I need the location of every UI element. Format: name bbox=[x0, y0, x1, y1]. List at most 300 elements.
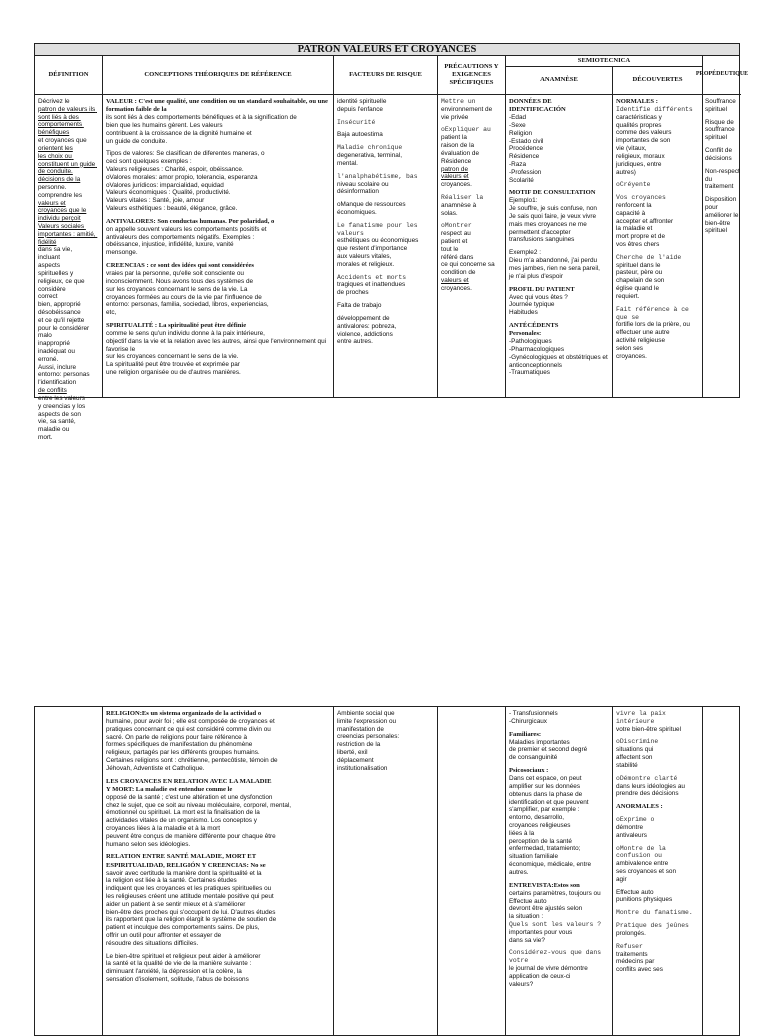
text-line: agir bbox=[616, 875, 627, 883]
conceptions-body bbox=[103, 95, 333, 397]
text-line: oExprime o bbox=[616, 816, 655, 824]
text-line: ceci sont quelques exemples : bbox=[106, 158, 192, 166]
text-line: désinformation bbox=[337, 188, 379, 196]
text-line: creencias personales: bbox=[337, 733, 400, 741]
text-line: comme des valeurs bbox=[616, 129, 672, 137]
text-line: aspects bbox=[38, 262, 61, 270]
text-line: patron de valeurs ils sont liés à des comportements bénéfiques bbox=[38, 105, 97, 137]
text-line: valeurs et bbox=[441, 277, 469, 285]
text-line: - Transfusionnels bbox=[509, 710, 558, 717]
text-line: économiques. bbox=[337, 208, 377, 216]
text-line: contribuent à la croissance de la dignité humaine et bbox=[106, 129, 252, 137]
text-line: oManque de ressources bbox=[337, 201, 406, 209]
header-anamnese: ANAMNÈSE bbox=[506, 67, 612, 95]
table-page-1 bbox=[34, 43, 749, 441]
table-title: PATRON VALEURS ET CROYANCES bbox=[35, 44, 739, 56]
text-line: pratiques concernant ce qui est considéré comme divin ou bbox=[106, 725, 271, 733]
text-line: Conflit de bbox=[705, 147, 732, 155]
text-line: -Edad bbox=[509, 114, 527, 122]
text-line: qualités propres bbox=[616, 121, 662, 129]
text-line: Certaines religions sont : chrétienne, pentecôtiste, témoin de bbox=[106, 757, 278, 765]
text-line: aider un patient à se sentir mieux et à s'améliorer bbox=[106, 900, 246, 908]
text-line: ESPIRITUALIDAD, RELIGIÓN Y CREENCIAS: No se bbox=[106, 861, 266, 869]
text-line: la santé et la qualité de vie de la manière suivante : bbox=[106, 960, 252, 968]
text-line: patient et inculque des comportements sains. De plus, bbox=[106, 924, 260, 932]
text-line: dans sa vie, bbox=[38, 246, 73, 254]
text-line: Journée typique bbox=[509, 301, 555, 309]
text-line: on appelle souvent valeurs les comportements positifs et bbox=[106, 225, 267, 233]
text-line: oMontre de la confusion ou bbox=[616, 844, 670, 860]
text-line: religieux, moraux bbox=[616, 152, 665, 160]
text-line: Je sais quoi faire, je veux vivre bbox=[509, 213, 597, 221]
text-line: MOTIF DE CONSULTATION bbox=[509, 189, 596, 197]
text-line: bien-être bbox=[705, 219, 731, 227]
text-line: Maladie chronique bbox=[337, 144, 403, 152]
text-line: mort propre et de bbox=[616, 233, 666, 241]
text-line: Scolarité bbox=[509, 176, 534, 184]
text-line: la situation : bbox=[509, 913, 544, 921]
text-line: du traitement bbox=[705, 175, 734, 191]
text-line: sensation d'isolement, solitude, l'abus de boissons bbox=[106, 976, 249, 984]
text-line: -Chirurgicaux bbox=[509, 717, 548, 725]
text-line: autres) bbox=[616, 168, 636, 176]
text-line: les choix ou constituent un guide de conduite. bbox=[38, 152, 97, 176]
text-line: savoir avec certitude la manière dont la spiritualité et la bbox=[106, 869, 262, 877]
text-line: fortifie lors de la prière, ou bbox=[616, 321, 690, 329]
text-line: sacré. On parle de religions pour faire référence à bbox=[106, 733, 248, 741]
text-line: mes jambes, rien ne sera pareil, bbox=[509, 264, 600, 272]
text-line: Dans cet espace, on peut bbox=[509, 775, 582, 783]
text-line: mental. bbox=[337, 159, 358, 167]
text-line: pour le considérer bbox=[38, 324, 90, 332]
text-line: correct bbox=[38, 293, 58, 301]
text-line: limite l'expression ou bbox=[337, 717, 397, 725]
header-facteurs: FACTEURS DE RISQUE bbox=[334, 56, 437, 95]
text-line: Baja autoestima bbox=[337, 131, 383, 139]
text-line: Ambiente social que bbox=[337, 710, 395, 717]
text-line: Exemple2 : bbox=[509, 249, 541, 257]
text-line: erroné. bbox=[38, 355, 59, 363]
text-line: religieux, partagés par les différents groupes humains. bbox=[106, 749, 260, 757]
text-line: émotionnel ou spirituel. La mort est la finalisation de la bbox=[106, 809, 260, 817]
col-propedeutique bbox=[695, 56, 749, 397]
text-line: bien, approprié désobéissance bbox=[38, 301, 83, 316]
text-line: Fait référence à ce que se bbox=[616, 305, 693, 321]
text-line: situations qui bbox=[616, 746, 654, 754]
text-line: mensonge. bbox=[106, 249, 138, 257]
facteurs-p2-body bbox=[334, 707, 437, 1035]
col-semiotecnica bbox=[506, 56, 703, 397]
text-line: une religion organisée ou de d'autres manières. bbox=[106, 369, 241, 377]
text-line: RELATION ENTRE SANTÉ MALADIE, MORT ET bbox=[106, 853, 257, 861]
text-line: ANTÉCÉDENTS bbox=[509, 322, 559, 329]
text-line: opposé de la santé ; c'est une altération et une dysfonction bbox=[106, 793, 273, 801]
facteurs-body bbox=[334, 95, 437, 397]
text-line: punitions physiques bbox=[616, 896, 673, 904]
col-decouvertes-p2 bbox=[613, 707, 703, 1035]
header-semiotecnica: SEMIOTECNICA bbox=[506, 56, 702, 67]
text-line: spirituel bbox=[705, 105, 728, 113]
text-line: application de ceux-ci bbox=[509, 972, 571, 980]
text-line: Y MORT: La maladie est entendue comme le bbox=[106, 785, 233, 793]
text-line: solas. bbox=[441, 209, 458, 217]
text-line: Je souffre, je suis confuse, non bbox=[509, 205, 597, 213]
text-line: inconsciemment. Nous avons tous des systèmes de bbox=[106, 277, 254, 285]
definition-body bbox=[35, 95, 102, 441]
text-line: situation familiale bbox=[509, 853, 559, 861]
text-line: devront être ajustés selon bbox=[509, 905, 583, 913]
text-line: développement de bbox=[337, 314, 390, 322]
text-line: croyances liées à la maladie et à la mort bbox=[106, 825, 221, 833]
text-line: croyances religieuses bbox=[509, 822, 571, 829]
text-line: dans sa vie? bbox=[509, 936, 545, 944]
text-line: antivaleurs bbox=[616, 831, 647, 839]
text-line: liberté, exil bbox=[337, 749, 368, 757]
text-line: Résidence bbox=[509, 153, 540, 161]
text-line: La spiritualité peut être trouvée et exprimée par bbox=[106, 361, 240, 369]
text-line: restriction de la bbox=[337, 741, 381, 749]
text-line: entre autres. bbox=[337, 338, 373, 346]
text-line: spirituelles y bbox=[38, 269, 74, 277]
text-line: votre bien-être spirituel bbox=[616, 725, 682, 733]
text-line: PROFIL DU PATIENT bbox=[509, 285, 575, 293]
text-line: entorno: personas, familia, sociedad, libros, experiencias, bbox=[106, 301, 269, 309]
text-line: ANORMALES : bbox=[616, 803, 663, 811]
text-line: requiert. bbox=[616, 292, 640, 300]
text-line: inapproprié bbox=[38, 340, 70, 348]
text-line: environnement de bbox=[441, 105, 493, 113]
text-line: Habitudes bbox=[509, 309, 538, 317]
col-facteurs bbox=[334, 56, 438, 397]
text-line: spirituel dans le bbox=[616, 261, 661, 269]
text-line: entorno, desarrollo, bbox=[509, 814, 565, 822]
text-line: patient et bbox=[441, 238, 468, 245]
text-line: de proches bbox=[337, 289, 369, 297]
col-propedeutique-p2 bbox=[703, 707, 741, 1035]
text-line: oMontrer bbox=[441, 222, 472, 230]
text-line: peuvent être conçus de manière différente pour chaque être bbox=[106, 832, 276, 840]
text-line: Valeurs sociales importantes : amitié, fidélité bbox=[38, 223, 98, 246]
col-anamnese bbox=[506, 67, 613, 397]
text-line: vos êtres chers bbox=[616, 241, 660, 249]
text-line: liées à la bbox=[509, 829, 535, 837]
table-page-2 bbox=[34, 706, 740, 1036]
text-line: -Pathologiques bbox=[509, 338, 552, 346]
text-line: Psicosociaux : bbox=[509, 767, 549, 775]
text-line: comprendre les bbox=[38, 191, 83, 199]
text-line: souffrance bbox=[705, 126, 735, 134]
text-line: décisions de la bbox=[38, 176, 81, 184]
text-line: condition de bbox=[441, 269, 476, 277]
text-line: Le fanatisme pour les valeurs bbox=[337, 221, 422, 237]
text-line: sur les croyances concernant le sens de la vie. La bbox=[106, 285, 248, 293]
text-line: orientent les bbox=[38, 144, 73, 152]
text-line: croyances. bbox=[441, 284, 472, 292]
text-line: Avec qui vous êtes ? bbox=[509, 293, 568, 301]
text-line: Quels sont les valeurs ? bbox=[509, 920, 602, 928]
text-line: enfermedad, tratamiento; bbox=[509, 845, 581, 853]
text-line: Pratique des jeûnes bbox=[616, 922, 689, 930]
text-line: déplacement bbox=[337, 756, 374, 764]
header-definition: DÉFINITION bbox=[35, 56, 102, 95]
text-line: respect au bbox=[441, 230, 471, 238]
text-line: Souffrance bbox=[705, 98, 736, 105]
col-precautions bbox=[438, 56, 506, 397]
text-line: antivaleurs des comportements négatifs. Exemples : bbox=[106, 233, 255, 241]
text-line: importantes pour vous bbox=[509, 928, 573, 936]
text-line: médecins par bbox=[616, 958, 655, 966]
text-line: humaine, pour avoir foi ; elle est composée de croyances et bbox=[106, 718, 275, 726]
text-line: chez le sujet, que ce soit au niveau moléculaire, corporel, mental, bbox=[106, 801, 292, 809]
header-decouvertes: DÉCOUVERTES bbox=[613, 67, 702, 95]
text-line: formes spécifiques de manifestation du phénomène bbox=[106, 741, 253, 749]
text-line: caractéristicas y bbox=[616, 113, 662, 121]
text-line: patient la bbox=[441, 134, 467, 142]
text-line: institutionalisation bbox=[337, 764, 388, 772]
text-line: effectuer une autre bbox=[616, 329, 670, 337]
text-line: conflits avec ses bbox=[616, 966, 663, 974]
col-definition-p2 bbox=[35, 707, 103, 1035]
text-line: spirituel bbox=[705, 227, 728, 235]
text-line: ses croyances et son bbox=[616, 868, 677, 876]
text-line: Risque de bbox=[705, 118, 734, 126]
col-definition bbox=[35, 56, 103, 441]
text-line: obéissance, injustice, infidélité, luxure, vanité bbox=[106, 241, 234, 249]
text-line: ambivalence entre bbox=[616, 860, 669, 868]
text-line: humano selon ses idéologies. bbox=[106, 840, 191, 848]
text-line: importantes de son bbox=[616, 137, 671, 145]
text-line: oValores jurídicos: imparcialidad, equidad bbox=[106, 181, 224, 189]
text-line: activité religieuse bbox=[616, 336, 666, 344]
text-line: valeurs? bbox=[509, 980, 534, 988]
text-line: certains paramètres, toujours ou Effectue auto bbox=[509, 889, 603, 905]
text-line: -Raza bbox=[509, 160, 527, 168]
text-line: SPIRITUALITÉ : La spiritualité peut être définie bbox=[106, 322, 247, 329]
text-line: l'identification bbox=[38, 379, 77, 387]
text-line: etc, bbox=[106, 309, 117, 317]
header-conceptions: CONCEPTIONS THÉORIQUES DE RÉFÉRENCE bbox=[103, 56, 333, 95]
text-line: vie (vitaux, bbox=[616, 145, 647, 153]
text-line: degenerativa, terminal, bbox=[337, 152, 403, 160]
text-line: offrir un outil pour affronter et essayer de bbox=[106, 932, 222, 940]
text-line: Effectue auto bbox=[616, 888, 654, 896]
propedeutique-body bbox=[703, 95, 741, 397]
text-line: aspects de son bbox=[38, 410, 81, 418]
header-propedeutique: PROPÉDEUTIQUE bbox=[703, 56, 741, 95]
text-line: bien-être des proches qui s'occupent de lui. D'autres études bbox=[106, 908, 276, 916]
text-line: les religieuses créent une attitude mentale positive qui peut bbox=[106, 892, 274, 900]
text-line: juridiques, entre bbox=[616, 160, 662, 168]
text-line: prendre des décisions bbox=[616, 790, 679, 798]
text-line: vie privée bbox=[441, 113, 469, 121]
text-line: Valeurs esthétiques : beauté, élégance, grâce. bbox=[106, 205, 238, 212]
text-line: identification et que peuvent bbox=[509, 798, 589, 806]
text-line: je n'ai plus d'espoir bbox=[509, 272, 563, 280]
text-line: un guide de conduite. bbox=[106, 137, 168, 145]
text-line: de consanguinité bbox=[509, 754, 558, 762]
text-line: -Estado civil bbox=[509, 137, 544, 145]
text-line: perception de la santé bbox=[509, 837, 572, 845]
text-line: raison de la bbox=[441, 142, 475, 150]
text-line: oDiscrimine bbox=[616, 738, 659, 746]
text-line: entre les valeurs bbox=[38, 394, 85, 402]
text-line: oExpliquer au bbox=[441, 126, 491, 134]
text-line: prolongés. bbox=[616, 929, 646, 937]
text-line: Cherche de l'aide bbox=[616, 253, 682, 261]
text-line: DONNÉES DE IDENTIFICACIÓN bbox=[509, 98, 566, 114]
text-line: LES CROYANCES EN RELATION AVEC LA MALADIE bbox=[106, 777, 272, 785]
text-line: croyances. bbox=[441, 181, 472, 189]
text-line: -Profession bbox=[509, 168, 542, 176]
text-line: Dieu m'a abandonné, j'ai perdu bbox=[509, 257, 598, 265]
text-line: Familiares: bbox=[509, 730, 542, 738]
text-line: et croyances que bbox=[38, 137, 87, 145]
text-line: malo bbox=[38, 332, 52, 340]
text-line: Procédence bbox=[509, 145, 544, 153]
text-line: individu perçoit bbox=[38, 215, 81, 223]
text-line: ENTREVISTA:Estos son bbox=[509, 881, 580, 889]
decouvertes-body bbox=[613, 95, 702, 397]
text-line: permettent d'accepter bbox=[509, 228, 571, 236]
header-precautions: PRÉCAUTIONS Y EXIGENCES SPÉCIFIQUES bbox=[438, 56, 505, 95]
text-line: violence, addictions bbox=[337, 330, 393, 338]
precautions-body bbox=[438, 95, 505, 397]
text-line: Mettre un bbox=[441, 98, 476, 105]
text-line: Jéhovah, Adventiste et Catholique. bbox=[106, 764, 205, 772]
text-line: accepter et affronter bbox=[616, 217, 674, 225]
text-line: Tipos de valores: Se clasifican de diferentes maneras, o bbox=[106, 150, 265, 158]
text-line: personne. bbox=[38, 183, 67, 191]
text-line: Montre du fanatisme. bbox=[616, 909, 693, 917]
text-line: la religion est liée à la santé. Certaines études bbox=[106, 877, 237, 885]
text-line: Falta de trabajo bbox=[337, 302, 382, 310]
text-line: Aussi, inclure entorno: personas bbox=[38, 363, 90, 379]
text-line: Valeurs religieuses : Charité, espoir, obéissance. bbox=[106, 165, 244, 173]
text-line: spirituel bbox=[705, 134, 728, 142]
text-line: oCréyente bbox=[616, 181, 651, 189]
text-line: manifestation de bbox=[337, 725, 384, 733]
text-line: Réaliser la bbox=[441, 193, 484, 201]
text-line: oValores morales: amor propio, tolerancia, esperanza bbox=[106, 173, 258, 181]
text-line: Considérez-vous que dans votre bbox=[509, 949, 605, 965]
text-line: anamnèse à bbox=[441, 201, 477, 209]
text-line: vivre la paix intérieure bbox=[616, 710, 670, 725]
text-line: -Gynécologiques et obstétriques et bbox=[509, 353, 608, 361]
text-line: y creencias y los bbox=[38, 402, 86, 410]
text-line: pasteur, père ou bbox=[616, 269, 663, 277]
text-line: ils rapportent que la religion élargit le système de soutien de bbox=[106, 916, 277, 924]
text-line: Le bien-être spirituel et religieux peut aider à améliorer bbox=[106, 952, 261, 960]
col-anamnese-p2 bbox=[506, 707, 613, 1035]
text-line: diminuant l'anxiété, la dépression et la colère, la bbox=[106, 968, 242, 976]
text-line: ANTIVALORES: Son conductas humanas. Por polaridad, o bbox=[106, 217, 275, 225]
text-line: RELIGION:Es un sistema organizado de la actividad o bbox=[106, 710, 262, 717]
text-line: de premier et second degré bbox=[509, 746, 588, 754]
text-line: et ce qu'il rejette bbox=[38, 316, 85, 324]
text-line: oDémontre clarté bbox=[616, 774, 678, 782]
text-line: Disposition pour bbox=[705, 196, 739, 211]
anamnese-p2-body bbox=[506, 707, 612, 1035]
text-line: vie, sa santé, bbox=[38, 418, 76, 426]
text-line: que restent d'importance bbox=[337, 245, 408, 253]
text-line: la maladie et bbox=[616, 225, 653, 233]
text-line: Ejemplo1: bbox=[509, 197, 538, 205]
text-line: -Sexe bbox=[509, 121, 526, 129]
text-line: mort. bbox=[38, 433, 53, 441]
text-line: tragiques et inattendues bbox=[337, 281, 406, 289]
decouvertes-p2-body bbox=[613, 707, 702, 1035]
text-line: -Pharmacologiques bbox=[509, 345, 565, 353]
text-line: -Traumatiques bbox=[509, 369, 550, 377]
text-line: Non-respect bbox=[705, 167, 740, 175]
text-line: religieux, ce que bbox=[38, 277, 85, 285]
anamnese-body bbox=[506, 95, 612, 397]
conceptions-p2-body bbox=[103, 707, 333, 1035]
text-line: depuis l'enfance bbox=[337, 105, 383, 113]
text-line: Valeurs vitales : Santé, joie, amour bbox=[106, 197, 205, 205]
text-line: améliorer le bbox=[705, 211, 739, 219]
text-line: affectent son bbox=[616, 754, 653, 762]
text-line: comme le sens qu'un individu donne à la paix intérieure, bbox=[106, 330, 265, 338]
col-conceptions bbox=[103, 56, 334, 397]
text-line: de conflits bbox=[38, 387, 67, 395]
text-line: dans leurs idéologies au bbox=[616, 782, 685, 790]
text-line: s'amplifier, par exemple : bbox=[509, 806, 580, 814]
text-line: le journal de vivre démontre bbox=[509, 965, 588, 973]
text-line: Identifie différents bbox=[616, 106, 693, 114]
text-line: stabilité bbox=[616, 761, 638, 769]
text-line: Personales: bbox=[509, 330, 542, 338]
text-line: transfusions sanguines bbox=[509, 236, 575, 244]
col-decouvertes bbox=[613, 67, 702, 397]
text-line: amplifier sur les données bbox=[509, 782, 581, 790]
text-line: vraies par la personne, qu'elle soit consciente ou bbox=[106, 270, 244, 278]
text-line: Décrivez le bbox=[38, 98, 70, 105]
col-precautions-p2 bbox=[438, 707, 506, 1035]
text-line: autres. bbox=[509, 868, 529, 876]
text-line: maladie ou bbox=[38, 426, 70, 434]
text-line: niveau scolaire ou bbox=[337, 180, 389, 188]
text-line: actividades vitales de un organismo. Los conceptos y bbox=[106, 817, 257, 825]
text-line: bien que les humains gèrent. Les valeurs bbox=[106, 121, 223, 129]
text-line: aux valeurs vitales, bbox=[337, 253, 392, 260]
text-line: ils sont liés à des comportements bénéfiques et à la signification de bbox=[106, 114, 297, 122]
text-line: croyances formées au cours de la vie par l'influence de bbox=[106, 293, 262, 301]
text-line: incluant bbox=[38, 254, 61, 262]
text-line: croyances que le bbox=[38, 207, 87, 215]
text-line: ce qui concerne sa bbox=[441, 261, 495, 269]
text-line: Refuser bbox=[616, 942, 643, 950]
text-line: renforcent la bbox=[616, 201, 652, 209]
col-conceptions-p2 bbox=[103, 707, 334, 1035]
text-line: esthétiques ou économiques bbox=[337, 237, 419, 245]
text-line: VALEUR : C'est une qualité, une condition ou un standard souhaitable, ou une formation faible de la bbox=[106, 98, 330, 114]
text-line: Insécurité bbox=[337, 118, 376, 126]
text-line: antivalores: pobreza, bbox=[337, 322, 397, 330]
text-line: l'analphabétisme, bas bbox=[337, 172, 418, 180]
text-line: CREENCIAS : ce sont des idées qui sont considérées bbox=[106, 262, 254, 270]
text-line: tout le bbox=[441, 245, 459, 253]
text-line: obtenus dans la phase de bbox=[509, 790, 583, 798]
text-line: selon ses bbox=[616, 344, 643, 352]
text-line: anticonceptionnels bbox=[509, 361, 562, 369]
text-line: valeurs et bbox=[441, 173, 469, 181]
text-line: considère bbox=[38, 285, 66, 293]
text-line: morales et religieux. bbox=[337, 260, 395, 268]
text-line: inadéquat ou bbox=[38, 348, 75, 355]
text-line: Valeurs économiques : Qualité, productivité. bbox=[106, 189, 231, 197]
text-line: sur les croyances concernant le sens de la vie. bbox=[106, 353, 239, 361]
